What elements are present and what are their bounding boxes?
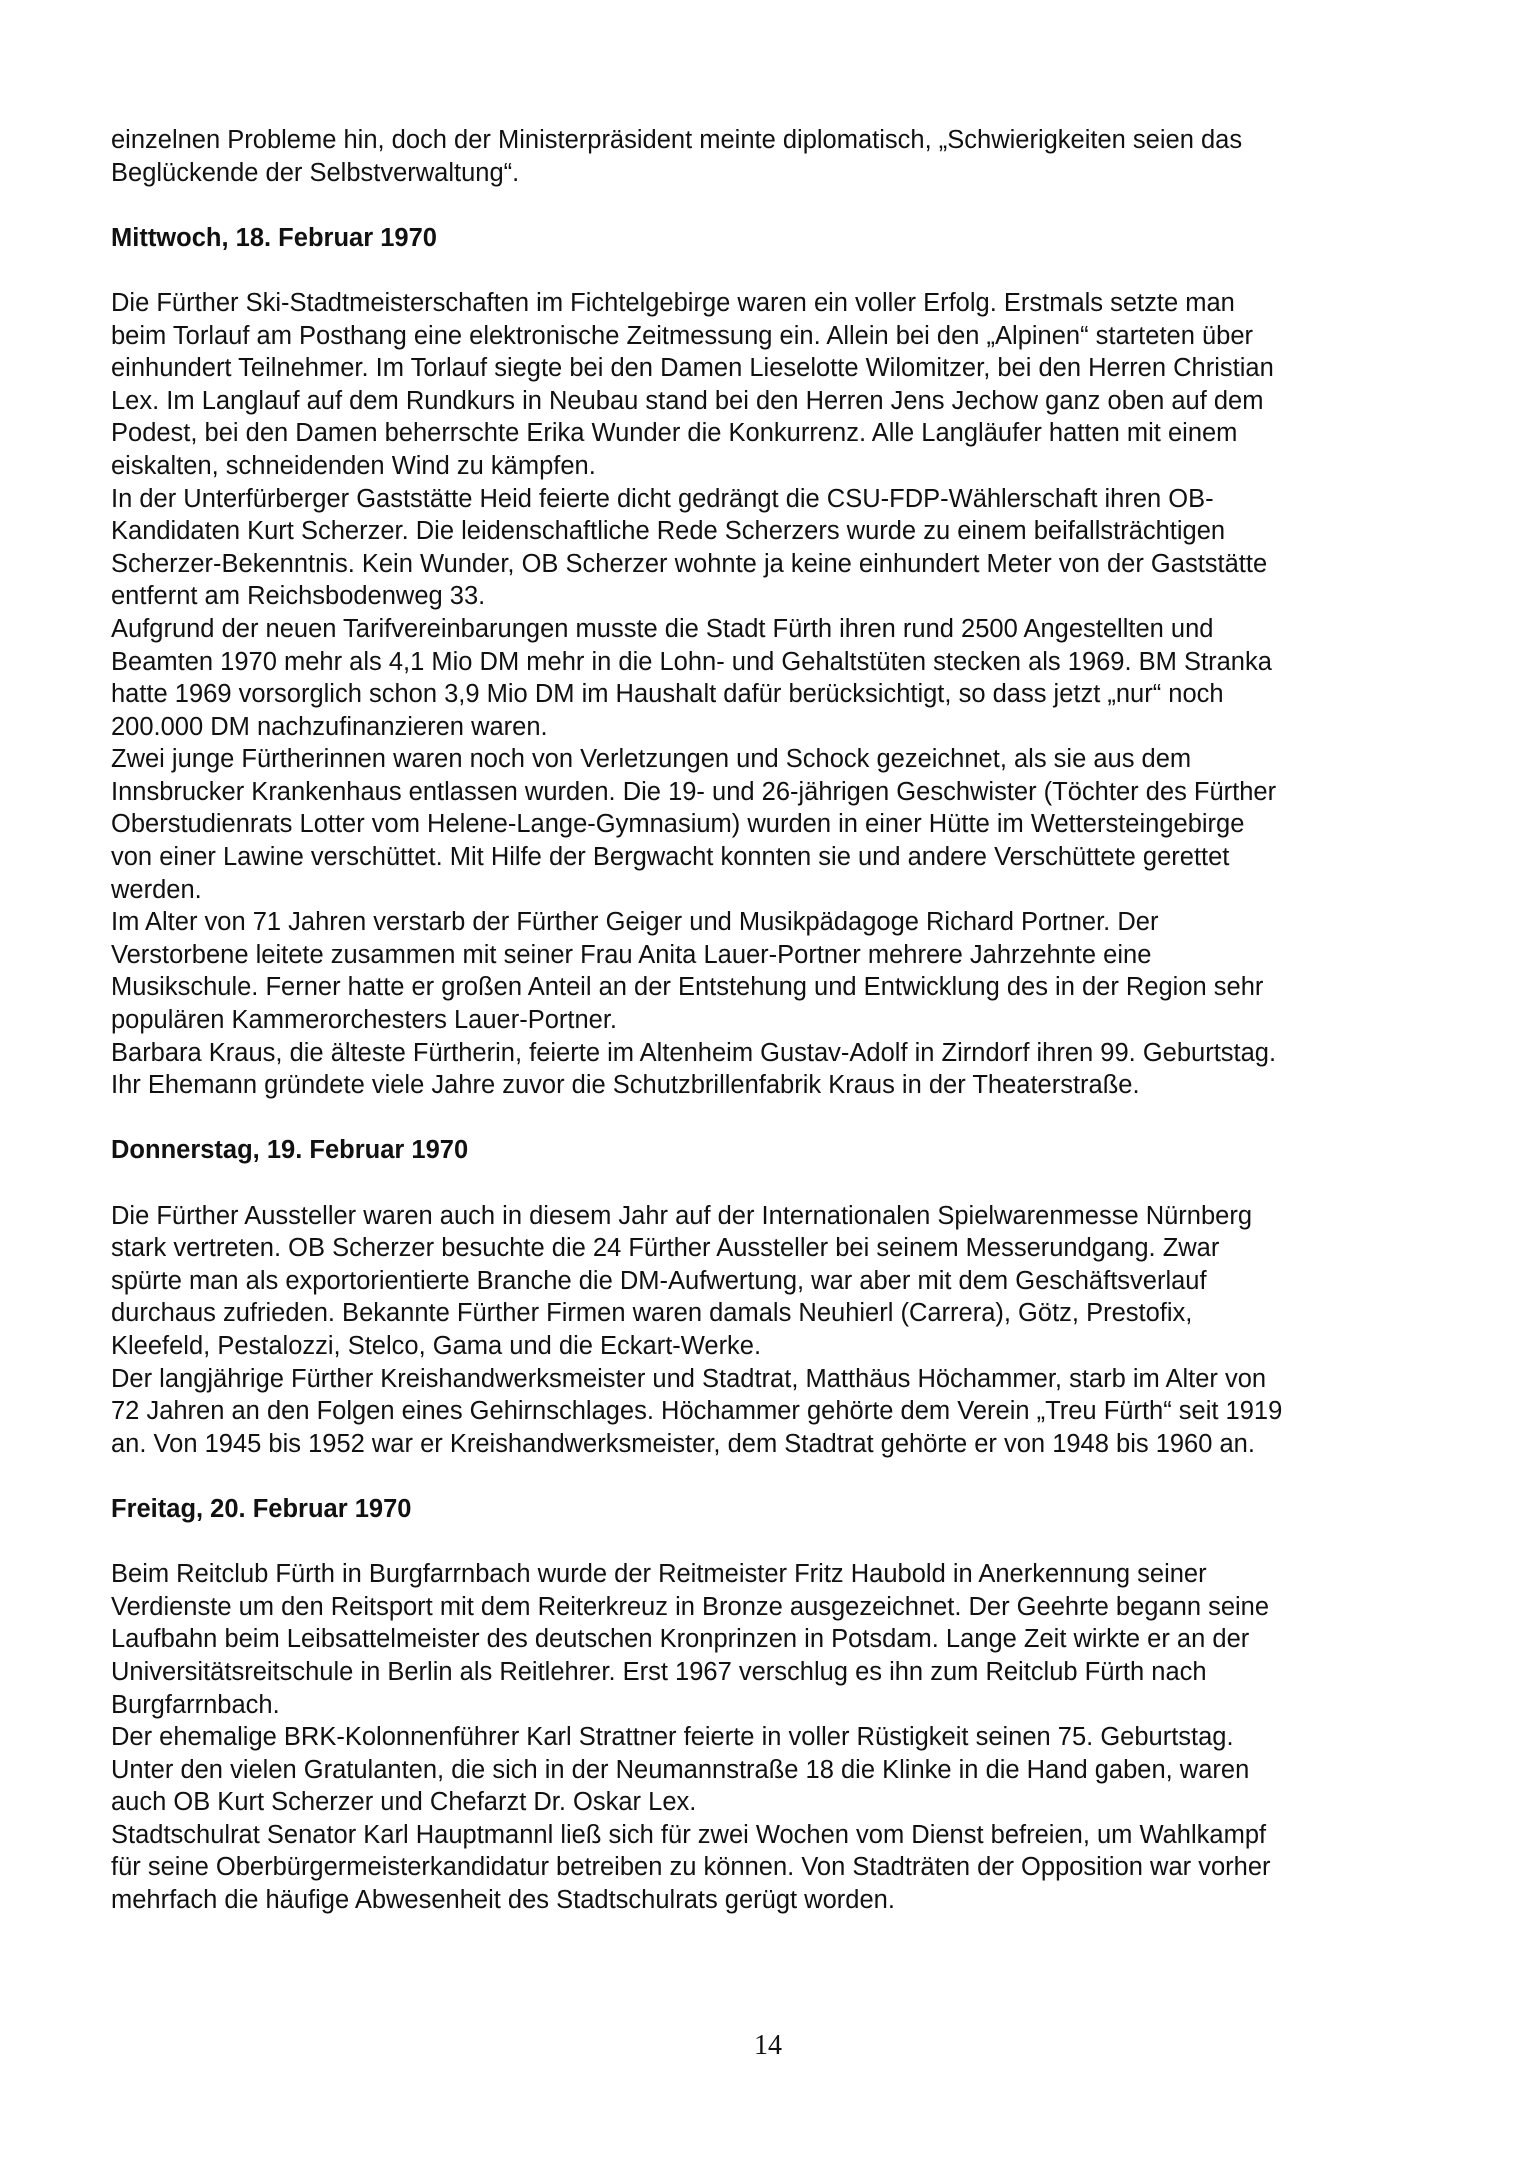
section-heading-wednesday: Mittwoch, 18. Februar 1970 bbox=[111, 223, 437, 252]
paragraph: Stadtschulrat Senator Karl Hauptmannl ließ sich für zwei Wochen vom Dienst befreien, um Wahlkampf für seine Oberbürgermeisterkandidatur betreiben zu können. Von Stadträten der Opposition war vorher mehrfach die häufige Abwesenheit des Stadtschulrats gerügt worden. bbox=[111, 1820, 1271, 1915]
paragraph: In der Unterfürberger Gaststätte Heid feierte dicht gedrängt die CSU-FDP-Wählerschaft ihren OB-Kandidaten Kurt Scherzer. Die leidenschaftliche Rede Scherzers wurde zu einem beifallsträchtigen Scherzer-Bekenntnis. Kein Wunder, OB Scherzer wohnte ja keine einhundert Meter von der Gaststätte entfernt am Reichsbodenweg 33. bbox=[111, 484, 1268, 611]
paragraph: Barbara Kraus, die älteste Fürtherin, feierte im Altenheim Gustav-Adolf in Zirndorf ihren 99. Geburtstag. Ihr Ehemann gründete viele Jahre zuvor die Schutzbrillenfabrik Kraus in der Theaterstraße. bbox=[111, 1038, 1277, 1100]
paragraph: Beim Reitclub Fürth in Burgfarrnbach wurde der Reitmeister Fritz Haubold in Anerkennung seiner Verdienste um den Reitsport mit dem Reiterkreuz in Bronze ausgezeichnet. Der Geehrte begann seine Laufbahn beim Leibsattelmeister des deutschen Kronprinzen in Potsdam. Lange Zeit wirkte er an der Universitätsreitschule in Berlin als Reitlehrer. Erst 1967 verschlug es ihn zum Reitclub Fürth nach Burgfarrnbach. bbox=[111, 1560, 1270, 1719]
intro-paragraph: einzelnen Probleme hin, doch der Ministerpräsident meinte diplomatisch, „Schwierigkeiten seien das Beglückende der Selbstverwaltung“. bbox=[111, 126, 1243, 187]
paragraph: Im Alter von 71 Jahren verstarb der Fürther Geiger und Musikpädagoge Richard Portner. Der Verstorbene leitete zusammen mit seiner Frau Anita Lauer-Portner mehrere Jahrzehnte eine Musikschule. Ferner hatte er großen Anteil an der Entstehung und Entwicklung des in der Region sehr populären Kammerorchesters Lauer-Portner. bbox=[111, 908, 1264, 1035]
document-body bbox=[111, 124, 1291, 1917]
paragraph: Zwei junge Fürtherinnen waren noch von Verletzungen und Schock gezeichnet, als sie aus dem Innsbrucker Krankenhaus entlassen wurden. Die 19- und 26-jährigen Geschwister (Töchter des Fürther Oberstudienrats Lotter vom Helene-Lange-Gymnasium) wurden in einer Hütte im Wettersteingebirge von einer Lawine verschüttet. Mit Hilfe der Bergwacht konnten sie und andere Verschüttete gerettet werden. bbox=[111, 745, 1277, 904]
paragraph: Die Fürther Aussteller waren auch in diesem Jahr auf der Internationalen Spielwarenmesse Nürnberg stark vertreten. OB Scherzer besuchte die 24 Fürther Aussteller bei seinem Messerundgang. Zwar spürte man als exportorientierte Branche die DM-Aufwertung, war aber mit dem Geschäftsverlauf durchaus zufrieden. Bekannte Fürther Firmen waren damals Neuhierl (Carrera), Götz, Prestofix, Kleefeld, Pestalozzi, Stelco, Gama und die Eckart-Werke. bbox=[111, 1201, 1253, 1360]
paragraph: Aufgrund der neuen Tarifvereinbarungen musste die Stadt Fürth ihren rund 2500 Angestellten und Beamten 1970 mehr als 4,1 Mio DM mehr in die Lohn- und Gehaltstüten stecken als 1969. BM Stranka hatte 1969 vorsorglich schon 3,9 Mio DM im Haushalt dafür berücksichtigt, so dass jetzt „nur“ noch 200.000 DM nachzufinanzieren waren. bbox=[111, 614, 1272, 741]
paragraph: Der langjährige Fürther Kreishandwerksmeister und Stadtrat, Matthäus Höchammer, starb im Alter von 72 Jahren an den Folgen eines Gehirnschlages. Höchammer gehörte dem Verein „Treu Fürth“ seit 1919 an. Von 1945 bis 1952 war er Kreishandwerksmeister, dem Stadtrat gehörte er von 1948 bis 1960 an. bbox=[111, 1364, 1283, 1458]
section-heading-friday: Freitag, 20. Februar 1970 bbox=[111, 1494, 412, 1523]
page-number: 14 bbox=[754, 2030, 782, 2061]
paragraph: Der ehemalige BRK-Kolonnenführer Karl Strattner feierte in voller Rüstigkeit seinen 75. Geburtstag. Unter den vielen Gratulanten, die sich in der Neumannstraße 18 die Klinke in die Hand gaben, waren auch OB Kurt Scherzer und Chefarzt Dr. Oskar Lex. bbox=[111, 1723, 1250, 1817]
paragraph: Die Fürther Ski-Stadtmeisterschaften im Fichtelgebirge waren ein voller Erfolg. Erstmals setzte man beim Torlauf am Posthang eine elektronische Zeitmessung ein. Allein bei den „Alpinen“ starteten über einhundert Teilnehmer. Im Torlauf siegte bei den Damen Lieselotte Wilomitzer, bei den Herren Christian Lex. Im Langlauf auf dem Rundkurs in Neubau stand bei den Herren Jens Jechow ganz oben auf dem Podest, bei den Damen beherrschte Erika Wunder die Konkurrenz. Alle Langläufer hatten mit einem eiskalten, schneidenden Wind zu kämpfen. bbox=[111, 288, 1274, 480]
section-heading-thursday: Donnerstag, 19. Februar 1970 bbox=[111, 1136, 469, 1165]
